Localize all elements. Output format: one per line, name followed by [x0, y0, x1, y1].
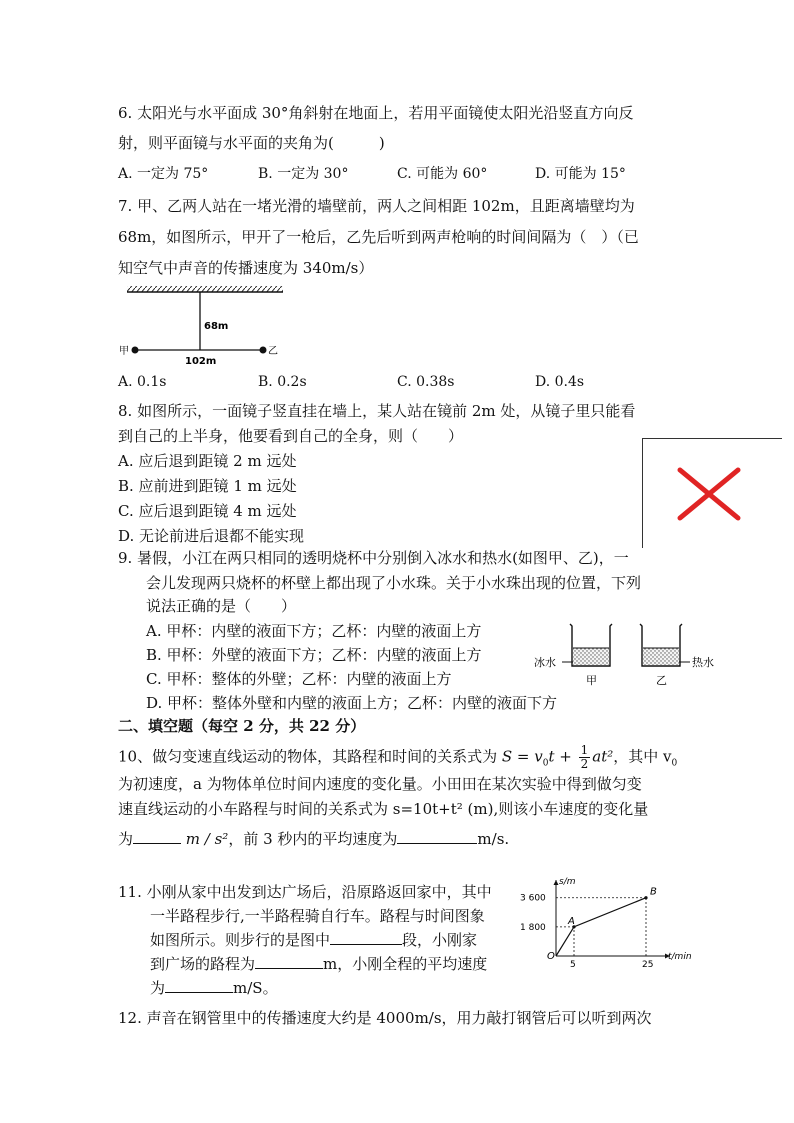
q10-line-1 — [118, 744, 677, 774]
q10-line-3: 速直线运动的小车路程与时间的关系式为 s=10t+t² (m),则该小车速度的变化量 — [118, 800, 649, 818]
q6-line-2: 射，则平面镜与水平面的夹角为( ) — [118, 134, 385, 152]
q10-line-4 — [118, 829, 509, 849]
q7-option-d: D. 0.4s — [535, 374, 585, 390]
q11-line-3 — [150, 930, 477, 950]
q10-formula-sub: 0 — [542, 758, 549, 769]
q10-formula-tail: at² — [592, 747, 614, 766]
label-cup-yi: 乙 — [656, 674, 667, 687]
q11-distance-time-chart — [518, 877, 692, 972]
q12-line-1: 12. 声音在钢管里中的传播速度大约是 4000m/s，用力敲打钢管后可以听到两次 — [118, 1009, 652, 1027]
q9-option-a: A. 甲杯：内壁的液面下方；乙杯：内壁的液面上方 — [146, 622, 482, 640]
broken-image-cross-icon — [676, 466, 742, 522]
q7-option-a: A. 0.1s — [118, 374, 167, 390]
q7-option-b: B. 0.2s — [258, 374, 307, 390]
q11-line-4-suffix: m，小刚全程的平均速度 — [323, 955, 488, 973]
q11-line-5-suffix: m/S。 — [233, 979, 278, 997]
y-axis-label: s/m — [559, 877, 576, 887]
x-axis-label: t/min — [668, 952, 692, 962]
label-hot-water: 热水 — [692, 656, 714, 669]
q8-option-c: C. 应后退到距镜 4 m 远处 — [118, 502, 297, 520]
q11-blank-1[interactable] — [330, 930, 402, 945]
q10-blank-1[interactable] — [133, 829, 181, 844]
q10-fraction — [579, 744, 591, 771]
q9-option-c: C. 甲杯：整体的外壁；乙杯：内壁的液面上方 — [146, 670, 452, 688]
q11-blank-3[interactable] — [165, 978, 233, 993]
q8-option-a: A. 应后退到距镜 2 m 远处 — [118, 452, 297, 470]
label-cup-jia: 甲 — [586, 674, 597, 687]
beaker-jia-liquid — [573, 648, 609, 665]
q10-formula-s: S = v — [501, 747, 543, 766]
label-102m: 102m — [185, 356, 217, 367]
x-tick-25: 25 — [642, 960, 654, 970]
q10-line-1-tail: ，其中 v — [613, 747, 672, 766]
label-yi: 乙 — [268, 346, 278, 357]
q10-v0-sub: 0 — [671, 758, 678, 769]
q11-blank-2[interactable] — [255, 954, 323, 969]
q7-option-c: C. 0.38s — [397, 374, 455, 390]
q10-blank-2[interactable] — [397, 829, 477, 844]
label-jia: 甲 — [119, 346, 129, 357]
point-label-B: B — [650, 886, 657, 898]
q11-line-4-prefix: 到广场的路程为 — [150, 955, 256, 973]
q10-line-4-mid: ，前 3 秒内的平均速度为 — [228, 830, 398, 848]
q11-line-2: 一半路程步行,一半路程骑自行车。路程与时间图象 — [150, 907, 485, 925]
q8-option-d: D. 无论前进后退都不能实现 — [118, 527, 305, 545]
q10-line-2: 为初速度，a 为物体单位时间内速度的变化量。小田田在某次实验中得到做匀变 — [118, 775, 642, 793]
y-axis-arrow — [554, 880, 559, 885]
q10-unit-2: m/s. — [477, 830, 510, 848]
q11-line-1: 11. 小刚从家中出发到达广场后，沿原路返回家中，其中 — [118, 883, 492, 901]
q7-line-3: 知空气中声音的传播速度为 340m/s） — [118, 259, 374, 277]
image-placeholder — [642, 438, 782, 548]
q9-option-b: B. 甲杯：外壁的液面下方；乙杯：内壁的液面上方 — [146, 646, 482, 664]
q11-line-5-prefix: 为 — [150, 979, 166, 997]
point-label-A: A — [568, 915, 575, 927]
q9-line-2: 会儿发现两只烧杯的杯壁上都出现了小水珠。关于小水珠出现的位置，下列 — [146, 574, 642, 592]
q9-option-d: D. 甲杯：整体外壁和内壁的液面上方；乙杯：内壁的液面下方 — [146, 694, 558, 712]
q10-line-4-prefix: 为 — [118, 830, 134, 848]
label-ice-water: 冰水 — [534, 656, 556, 669]
q11-line-4 — [150, 954, 487, 974]
person-yi-dot — [260, 347, 267, 354]
q11-line-3-prefix: 如图所示。则步行的是图中 — [150, 931, 331, 949]
q6-option-d: D. 可能为 15° — [535, 166, 626, 182]
q6-line-1: 6. 太阳光与水平面成 30°角斜射在地面上，若用平面镜使太阳光沿竖直方向反 — [118, 104, 634, 122]
q10-unit-1: m / s² — [185, 830, 229, 848]
placeholder-top-border — [642, 438, 782, 439]
q9-beakers-figure — [530, 618, 726, 688]
q10-line-1-text: 10、做匀变速直线运动的物体，其路程和时间的关系式为 — [118, 747, 498, 766]
point-B — [644, 896, 647, 899]
q9-line-1: 9. 暑假，小江在两只相同的透明烧杯中分别倒入冰水和热水(如图甲、乙)，一 — [118, 549, 629, 567]
q11-line-5 — [150, 978, 278, 998]
origin-label: O — [547, 951, 555, 962]
y-tick-1: 3 600 — [520, 893, 546, 904]
q10-frac-num: 1 — [580, 743, 589, 757]
q7-wall-figure — [115, 282, 290, 370]
person-jia-dot — [132, 347, 139, 354]
q10-frac-den: 2 — [580, 757, 589, 771]
section-2-title: 二、填空题（每空 2 分，共 22 分） — [118, 717, 366, 735]
x-tick-5: 5 — [570, 960, 576, 970]
q9-line-3: 说法正确的是（ ） — [146, 597, 297, 615]
q8-line-2: 到自己的上半身，他要看到自己的全身，则（ ） — [118, 427, 464, 445]
q6-option-c: C. 可能为 60° — [397, 166, 488, 182]
q7-line-2: 68m，如图所示，甲开了一枪后，乙先后听到两声枪响的时间间隔为（ ）（已 — [118, 228, 639, 246]
q8-option-b: B. 应前进到距镜 1 m 远处 — [118, 477, 297, 495]
q6-option-b: B. 一定为 30° — [258, 166, 349, 182]
q7-line-1: 7. 甲、乙两人站在一堵光滑的墙壁前，两人之间相距 102m，且距离墙壁均为 — [118, 197, 635, 215]
beaker-yi-liquid — [643, 648, 679, 665]
q11-line-3-suffix: 段，小刚家 — [402, 931, 478, 949]
q10-formula-t: t + — [548, 747, 572, 766]
y-tick-0: 1 800 — [520, 922, 546, 933]
q6-option-a: A. 一定为 75° — [118, 166, 209, 182]
placeholder-left-border — [642, 438, 643, 548]
q8-line-1: 8. 如图所示，一面镜子竖直挂在墙上，某人站在镜前 2m 处，从镜子里只能看 — [118, 402, 636, 420]
wall-hatching — [127, 286, 283, 292]
label-68m: 68m — [204, 321, 229, 332]
